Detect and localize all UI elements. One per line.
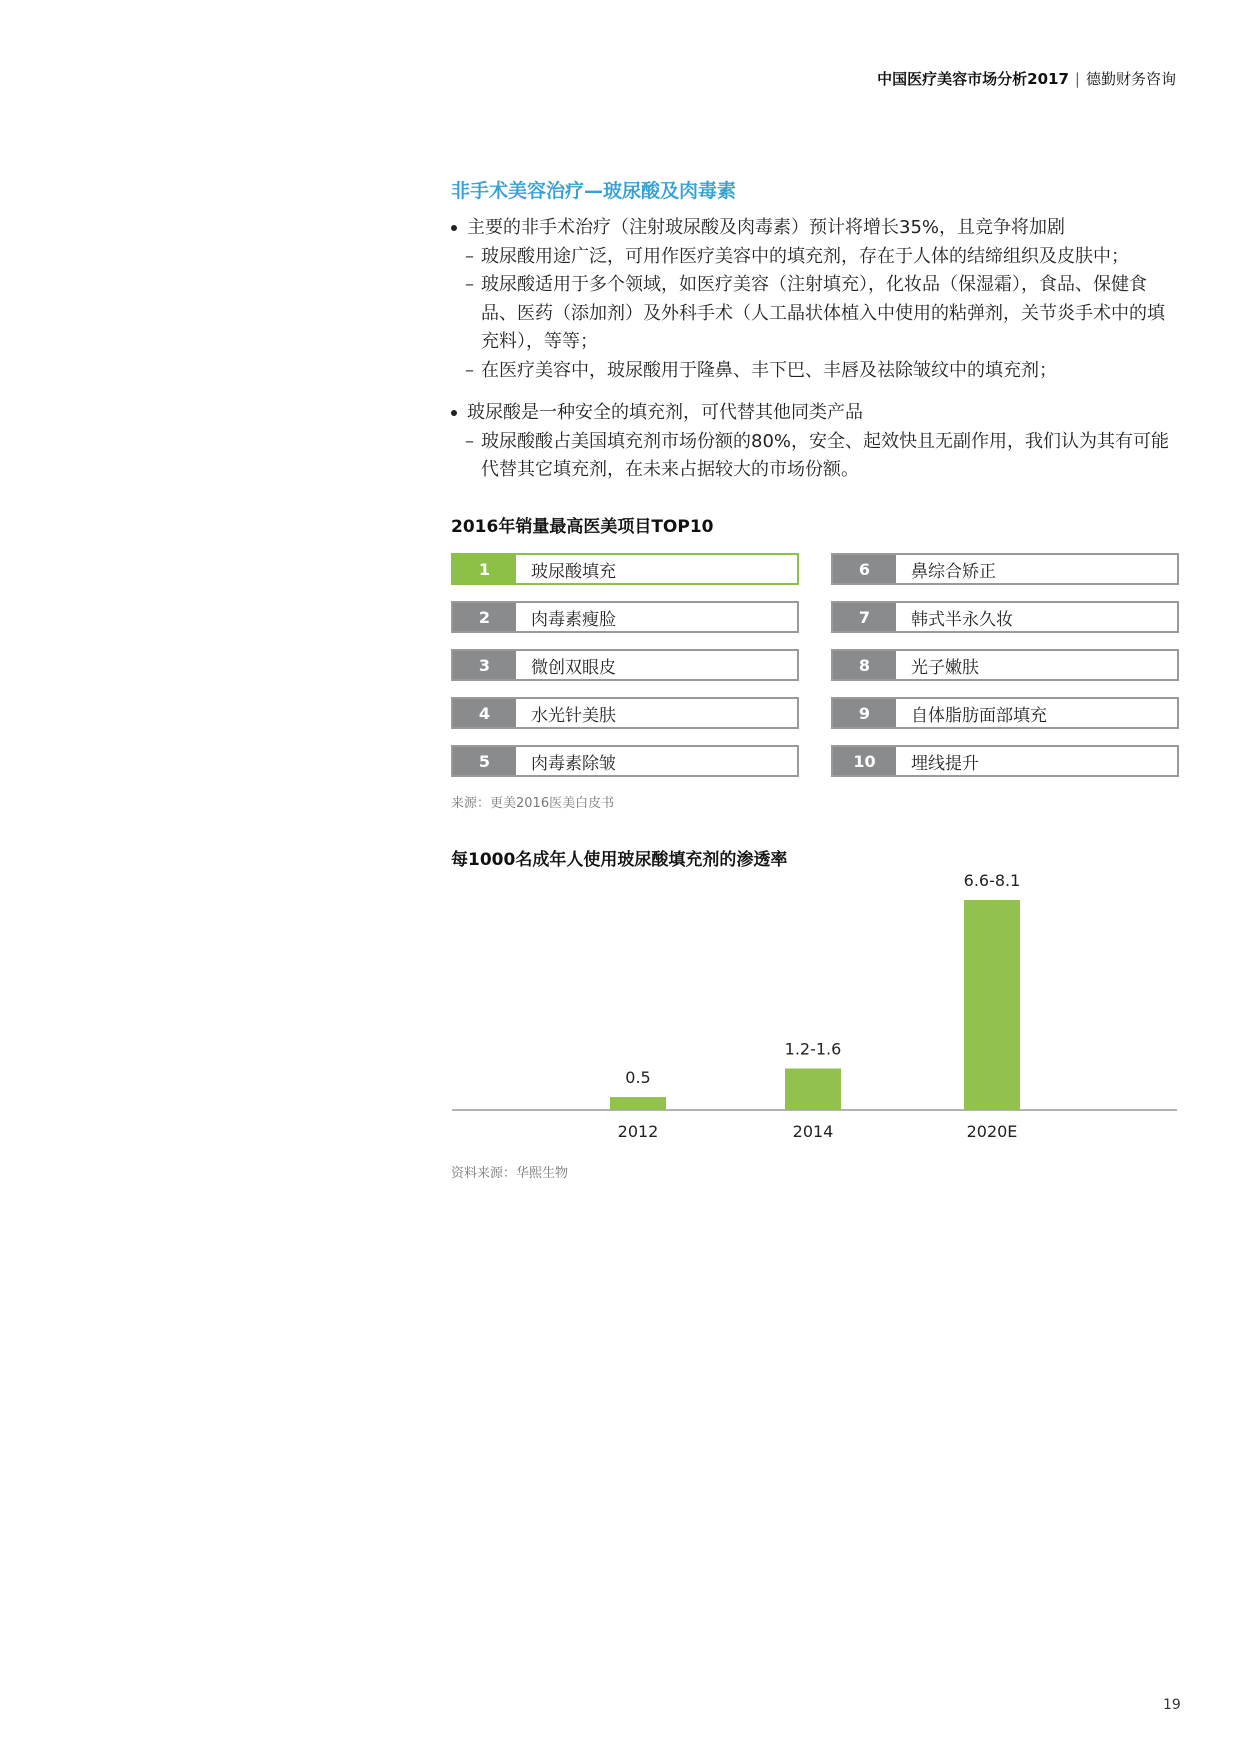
header-separator: | [1074, 70, 1080, 88]
bar-2014 [785, 1069, 841, 1110]
bar-value-label: 0.5 [625, 1068, 651, 1088]
bar-value-label: 6.6-8.1 [963, 871, 1021, 890]
top10-row [451, 745, 799, 777]
top10-row [831, 601, 1179, 633]
rank-badge: 5 [453, 747, 516, 775]
page-number: 19 [1163, 1697, 1181, 1713]
section-title: 非手术美容治疗—玻尿酸及肉毒素 [451, 180, 737, 202]
rank-badge: 3 [453, 651, 516, 679]
item-name: 鼻综合矫正 [911, 561, 996, 582]
item-name: 肉毒素瘦脸 [531, 609, 616, 630]
rank-badge: 4 [453, 699, 516, 727]
penetration-bar-chart [440, 870, 1180, 1150]
bullet-list [451, 214, 1181, 499]
org-name: 德勤财务咨询 [1085, 70, 1176, 88]
top10-row [831, 745, 1179, 777]
sub-item: – 玻尿酸酸占美国填充剂市场份额的80%，安全、起效快且无副作用，我们认为其有可能代替其它填充剂，在未来占据较大的市场份额。 [451, 428, 1181, 485]
top10-row [451, 553, 799, 585]
sub-item: – 在医疗美容中，玻尿酸用于隆鼻、丰下巴、丰唇及祛除皱纹中的填充剂； [451, 357, 1181, 386]
x-tick-label: 2014 [792, 1122, 834, 1141]
item-name: 埋线提升 [911, 753, 979, 774]
bar-value-label: 1.2-1.6 [784, 1039, 842, 1059]
top10-source: 来源：更美2016医美白皮书 [451, 796, 615, 811]
page-header [877, 68, 1176, 89]
x-tick-label: 2020E [966, 1122, 1018, 1141]
top10-row [831, 649, 1179, 681]
rank-badge: 9 [833, 699, 896, 727]
item-name: 玻尿酸填充 [531, 561, 616, 582]
bullet-item: 主要的非手术治疗（注射玻尿酸及肉毒素）预计将增长35%，且竞争将加剧 [451, 214, 1181, 243]
item-name: 水光针美肤 [531, 705, 616, 726]
top10-row [831, 697, 1179, 729]
item-name: 肉毒素除皱 [531, 753, 616, 774]
sub-item: – 玻尿酸用途广泛，可用作医疗美容中的填充剂，存在于人体的结缔组织及皮肤中； [451, 243, 1181, 272]
x-tick-label: 2012 [617, 1122, 659, 1141]
sub-item: – 玻尿酸适用于多个领域，如医疗美容（注射填充），化妆品（保湿霜），食品、保健食品、医药（添加剂）及外科手术（人工晶状体植入中使用的粘弹剂，关节炎手术中的填充料），等等； [451, 271, 1181, 357]
rank-badge: 7 [833, 603, 896, 631]
item-name: 自体脂肪面部填充 [911, 705, 1047, 726]
rank-badge: 1 [453, 555, 516, 583]
rank-badge: 10 [833, 747, 896, 775]
top10-title: 2016年销量最高医美项目TOP10 [451, 517, 714, 537]
chart-title: 每1000名成年人使用玻尿酸填充剂的渗透率 [451, 850, 788, 870]
bullet-item: 玻尿酸是一种安全的填充剂，可代替其他同类产品 [451, 399, 1181, 428]
item-name: 光子嫩肤 [911, 657, 979, 678]
top10-row [831, 553, 1179, 585]
rank-badge: 8 [833, 651, 896, 679]
bullet-block [451, 399, 1181, 485]
top10-column-right [831, 553, 1179, 793]
bullet-block [451, 214, 1181, 385]
chart-source: 资料来源：华熙生物 [451, 1166, 569, 1181]
top10-table [451, 553, 1179, 781]
rank-badge: 2 [453, 603, 516, 631]
report-title: 中国医疗美容市场分析2017 [877, 70, 1069, 88]
rank-badge: 6 [833, 555, 896, 583]
top10-row [451, 601, 799, 633]
top10-column-left [451, 553, 799, 793]
item-name: 微创双眼皮 [531, 657, 616, 678]
bar-2012 [610, 1097, 666, 1110]
top10-row [451, 649, 799, 681]
top10-row [451, 697, 799, 729]
item-name: 韩式半永久妆 [911, 609, 1013, 630]
bar-2020E [964, 900, 1020, 1110]
